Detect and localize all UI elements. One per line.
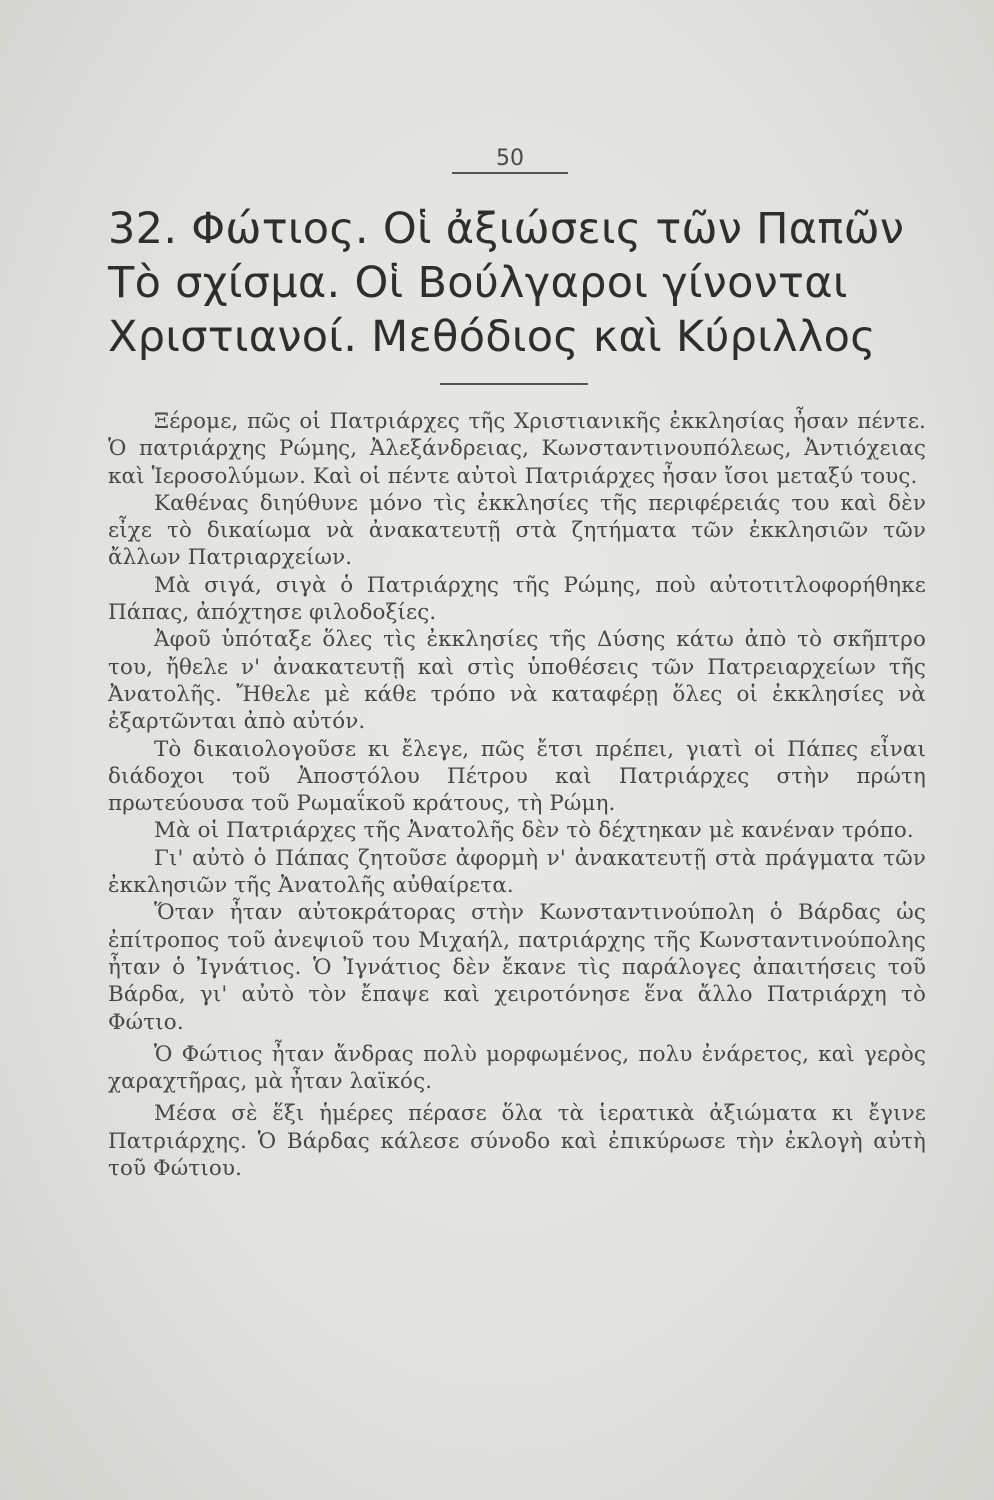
chapter-title-line: Τὸ σχίσμα. Οἱ Βούλγαροι γίνονται [108,258,848,308]
paragraph: Καθένας διηύθυνε μόνο τὶς ἐκκλησίες τῆς περιφέρειάς του καὶ δὲν εἶχε τὸ δικαίωμα νὰ ἀνακατευτῇ στὰ ζητήματα τῶν ἐκκλησιῶν τῶν ἄλλων Πατριαρχείων. [108,490,926,571]
paragraph: Γι' αὐτὸ ὁ Πάπας ζητοῦσε ἀφορμὴ ν' ἀνακατευτῇ στὰ πράγματα τῶν ἐκκλησιῶν τῆς Ἀνατολῆς αὐθαίρετα. [108,845,926,899]
paragraph: Μέσα σὲ ἕξι ἡμέρες πέρασε ὅλα τὰ ἱερατικὰ ἀξιώματα κι ἔγινε Πατριάρχης. Ὁ Βάρδας κάλεσε σύνοδο καὶ ἐπικύρωσε τὴν ἐκλογὴ αὐτὴ τοῦ Φώτιου. [108,1101,926,1182]
paragraph: Ὅταν ἦταν αὐτοκράτορας στὴν Κωνσταντινούπολη ὁ Βάρδας ὡς ἐπίτροπος τοῦ ἀνεψιοῦ του Μιχαήλ, πατριάρχης τῆς Κωνσταντινούπολης ἦταν ὁ Ἰγνάτιος. Ὁ Ἰγνάτιος δὲν ἔκανε τὶς παράλογες ἀπαιτήσεις τοῦ Βάρδα, γι' αὐτὸ τὸν ἔπαψε καὶ χειροτόνησε ἕνα ἄλλο Πατριάρχη τὸ Φώτιο. [108,900,926,1035]
paragraph: Μὰ οἱ Πατριάρχες τῆς Ἀνατολῆς δὲν τὸ δέχτηκαν μὲ κανέναν τρόπο. [154,818,914,844]
chapter-title [108,202,928,364]
title-divider [440,383,588,385]
paragraph: Μὰ σιγά, σιγὰ ὁ Πατριάρχης τῆς Ρώμης, ποὺ αὐτοτιτλοφορήθηκε Πάπας, ἀπόχτησε φιλοδοξίες. [108,572,926,626]
chapter-title-line: Χριστιανοί. Μεθόδιος καὶ Κύριλλος [108,312,876,362]
paragraph: Ὁ Φώτιος ἦταν ἄνδρας πολὺ μορφωμένος, πολυ ἐνάρετος, καὶ γερὸς χαραχτῆρας, μὰ ἦταν λαϊκός. [108,1041,926,1095]
paragraph: Ἀφοῦ ὑπόταξε ὅλες τὶς ἐκκλησίες τῆς Δύσης κάτω ἀπὸ τὸ σκῆπτρο του, ἤθελε ν' ἀνακατευτῇ καὶ στὶς ὑποθέσεις τῶν Πατρειαρχείων τῆς Ἀνατολῆς. Ἤθελε μὲ κάθε τρόπο νὰ καταφέρῃ ὅλες οἱ ἐκκλησίες νὰ ἐξαρτῶνται ἀπὸ αὐτόν. [108,627,926,735]
paragraph: Τὸ δικαιολογοῦσε κι ἔλεγε, πῶς ἔτσι πρέπει, γιατὶ οἱ Πάπες εἶναι διάδοχοι τοῦ Ἀποστόλου Πέτρου καὶ Πατριάρχες στὴν πρώτη πρωτεύουσα τοῦ Ρωμαΐκοῦ κράτους, τὴ Ρώμη. [108,736,926,817]
chapter-title-line: 32. Φώτιος. Οἱ ἀξιώσεις τῶν Παπῶν [108,204,905,254]
page-number: 50 [452,146,568,174]
paragraph: Ξέρομε, πῶς οἱ Πατριάρχες τῆς Χριστιανικῆς ἐκκλησίας ἦσαν πέντε. Ὁ πατριάρχης Ρώμης, Ἀλεξάνδρειας, Κωνσταντινουπόλεως, Ἀντιόχειας καὶ Ἱεροσολύμων. Καὶ οἱ πέντε αὐτοὶ Πατριάρχες ἦσαν ἴσοι μεταξύ τους. [108,409,926,489]
body-text [108,408,926,1182]
